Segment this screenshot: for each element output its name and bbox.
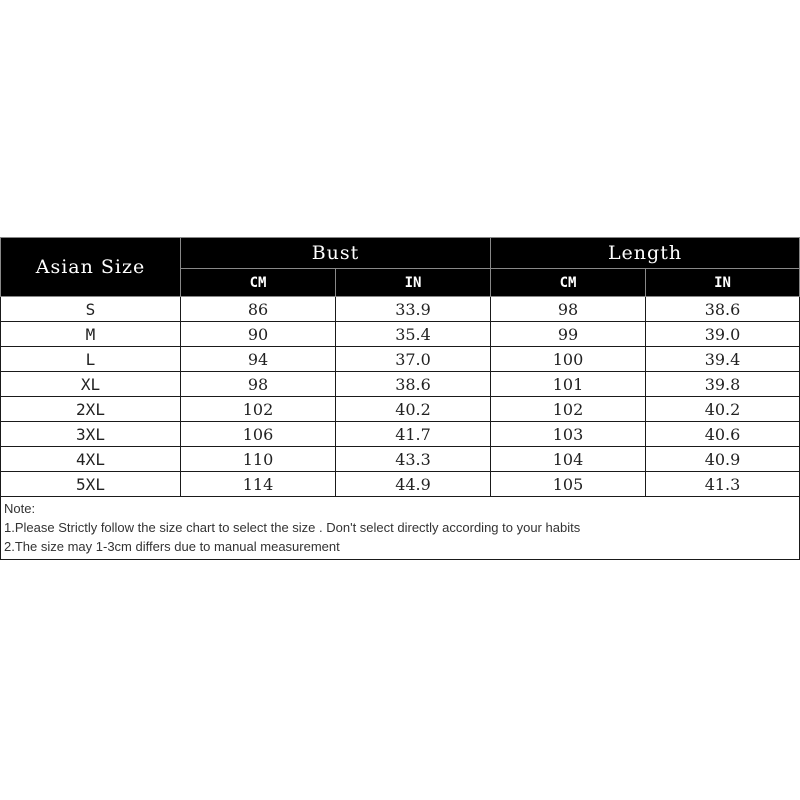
table-row [1, 397, 800, 422]
length-in-header: IN [646, 269, 800, 297]
notes-title: Note: [4, 501, 36, 516]
bust-in-cell: 35.4 [336, 322, 491, 347]
length-in-cell: 40.2 [646, 397, 800, 422]
size-table [0, 237, 800, 560]
length-cm-cell: 103 [491, 422, 646, 447]
bust-in-header: IN [336, 269, 491, 297]
bust-cm-cell: 90 [181, 322, 336, 347]
size-cell: M [1, 322, 181, 347]
asian-size-header: Asian Size [1, 238, 181, 297]
notes-row [1, 497, 800, 560]
notes-block [1, 497, 800, 560]
length-in-cell: 39.8 [646, 372, 800, 397]
length-in-cell: 38.6 [646, 297, 800, 322]
table-row [1, 422, 800, 447]
bust-in-cell: 33.9 [336, 297, 491, 322]
bust-in-cell: 41.7 [336, 422, 491, 447]
size-chart [0, 237, 799, 560]
bust-header: Bust [181, 238, 491, 269]
length-header: Length [491, 238, 800, 269]
size-cell: L [1, 347, 181, 372]
table-row [1, 447, 800, 472]
table-row [1, 472, 800, 497]
size-cell: 2XL [1, 397, 181, 422]
size-cell: XL [1, 372, 181, 397]
length-cm-cell: 101 [491, 372, 646, 397]
bust-in-cell: 44.9 [336, 472, 491, 497]
bust-in-cell: 38.6 [336, 372, 491, 397]
length-in-cell: 40.9 [646, 447, 800, 472]
size-cell: 4XL [1, 447, 181, 472]
size-cell: S [1, 297, 181, 322]
length-cm-cell: 98 [491, 297, 646, 322]
bust-cm-cell: 110 [181, 447, 336, 472]
size-cell: 3XL [1, 422, 181, 447]
note-line: 1.Please Strictly follow the size chart to select the size . Don't select directly according to your habits [4, 520, 581, 535]
header-row-groups [1, 238, 800, 269]
length-cm-cell: 105 [491, 472, 646, 497]
bust-cm-cell: 86 [181, 297, 336, 322]
table-row [1, 322, 800, 347]
bust-cm-cell: 98 [181, 372, 336, 397]
bust-cm-header: CM [181, 269, 336, 297]
length-in-cell: 41.3 [646, 472, 800, 497]
bust-in-cell: 40.2 [336, 397, 491, 422]
bust-in-cell: 37.0 [336, 347, 491, 372]
length-cm-header: CM [491, 269, 646, 297]
table-row [1, 297, 800, 322]
note-line: 2.The size may 1-3cm differs due to manual measurement [4, 539, 340, 554]
length-cm-cell: 104 [491, 447, 646, 472]
bust-in-cell: 43.3 [336, 447, 491, 472]
table-row [1, 372, 800, 397]
length-cm-cell: 102 [491, 397, 646, 422]
bust-cm-cell: 114 [181, 472, 336, 497]
bust-cm-cell: 106 [181, 422, 336, 447]
length-in-cell: 39.4 [646, 347, 800, 372]
bust-cm-cell: 94 [181, 347, 336, 372]
length-in-cell: 39.0 [646, 322, 800, 347]
table-row [1, 347, 800, 372]
size-rows [1, 297, 800, 560]
length-cm-cell: 99 [491, 322, 646, 347]
length-in-cell: 40.6 [646, 422, 800, 447]
length-cm-cell: 100 [491, 347, 646, 372]
bust-cm-cell: 102 [181, 397, 336, 422]
size-cell: 5XL [1, 472, 181, 497]
